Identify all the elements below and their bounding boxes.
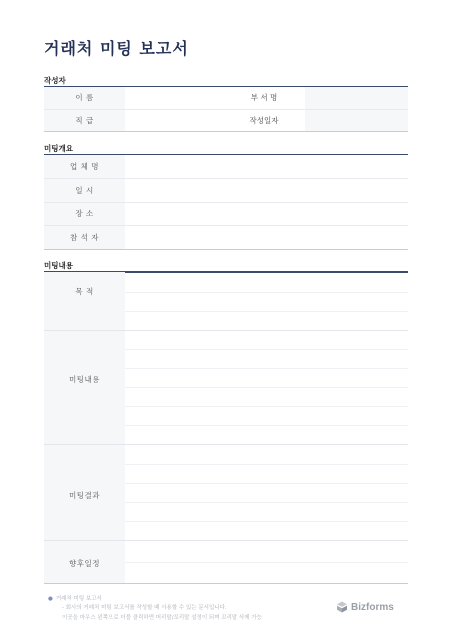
meeting-label-column — [44, 272, 125, 584]
overview-row-place — [44, 202, 408, 226]
datetime-field[interactable] — [125, 179, 408, 203]
meeting-content-block — [44, 272, 408, 584]
purpose-line-2[interactable] — [125, 311, 408, 312]
bullet-icon: ● — [48, 596, 53, 602]
overview-row-datetime — [44, 179, 408, 203]
overview-section-heading: 미팅개요 — [44, 144, 73, 153]
bizforms-logo-icon — [336, 601, 348, 613]
content-line-1[interactable] — [125, 349, 408, 350]
content-line-4[interactable] — [125, 406, 408, 407]
content-bottom-rule — [44, 583, 408, 584]
datetime-label: 일 시 — [44, 179, 125, 203]
department-label: 부 서 명 — [223, 87, 305, 109]
company-field[interactable] — [125, 155, 408, 179]
overview-table — [44, 155, 408, 250]
date-label: 작성일자 — [223, 109, 305, 131]
brand-name: Bizforms — [351, 601, 394, 613]
content-line-3[interactable] — [125, 387, 408, 388]
result-line-1[interactable] — [125, 464, 408, 465]
result-divider — [44, 540, 408, 541]
company-label: 업 체 명 — [44, 155, 125, 179]
content-section-heading: 미팅내용 — [44, 261, 73, 270]
content-divider — [44, 444, 408, 445]
brand-logo — [336, 601, 394, 613]
result-line-4[interactable] — [125, 521, 408, 522]
footer-hint: 이곳을 마우스 왼쪽으로 더블 클릭하면 머리말/꼬리말 설정이 되며 꼬리말 삭제 가능 — [62, 615, 262, 621]
author-row-rank — [44, 109, 408, 131]
name-label: 이 름 — [44, 87, 125, 109]
document-title: 거래처 미팅 보고서 — [44, 39, 189, 58]
purpose-label: 목 적 — [75, 287, 94, 296]
purpose-line-1[interactable] — [125, 292, 408, 293]
place-field[interactable] — [125, 202, 408, 226]
result-line-2[interactable] — [125, 483, 408, 484]
department-field[interactable] — [305, 87, 408, 109]
place-label: 장 소 — [44, 202, 125, 226]
footer-title — [48, 595, 102, 604]
schedule-line-1[interactable] — [125, 562, 408, 563]
footer-description: - 회사의 거래처 미팅 보고서를 작성할 때 사용할 수 있는 문서입니다. — [62, 605, 227, 611]
author-table — [44, 87, 408, 132]
attendees-field[interactable] — [125, 226, 408, 250]
content-line-2[interactable] — [125, 368, 408, 369]
footer-title-text: 거래처 미팅 보고서 — [55, 596, 102, 602]
date-field[interactable] — [305, 109, 408, 131]
attendees-label: 참 석 자 — [44, 226, 125, 250]
content-line-5[interactable] — [125, 425, 408, 426]
author-row-name — [44, 87, 408, 109]
rank-field[interactable] — [125, 109, 223, 131]
author-section-heading: 작성자 — [44, 76, 66, 85]
result-label: 미팅결과 — [69, 491, 100, 500]
schedule-label: 향후일정 — [69, 559, 100, 568]
overview-row-attendees — [44, 226, 408, 250]
name-field[interactable] — [125, 87, 223, 109]
result-line-3[interactable] — [125, 502, 408, 503]
rank-label: 직 급 — [44, 109, 125, 131]
overview-row-company — [44, 155, 408, 179]
content-label: 미팅내용 — [69, 375, 100, 384]
purpose-divider — [44, 330, 408, 331]
